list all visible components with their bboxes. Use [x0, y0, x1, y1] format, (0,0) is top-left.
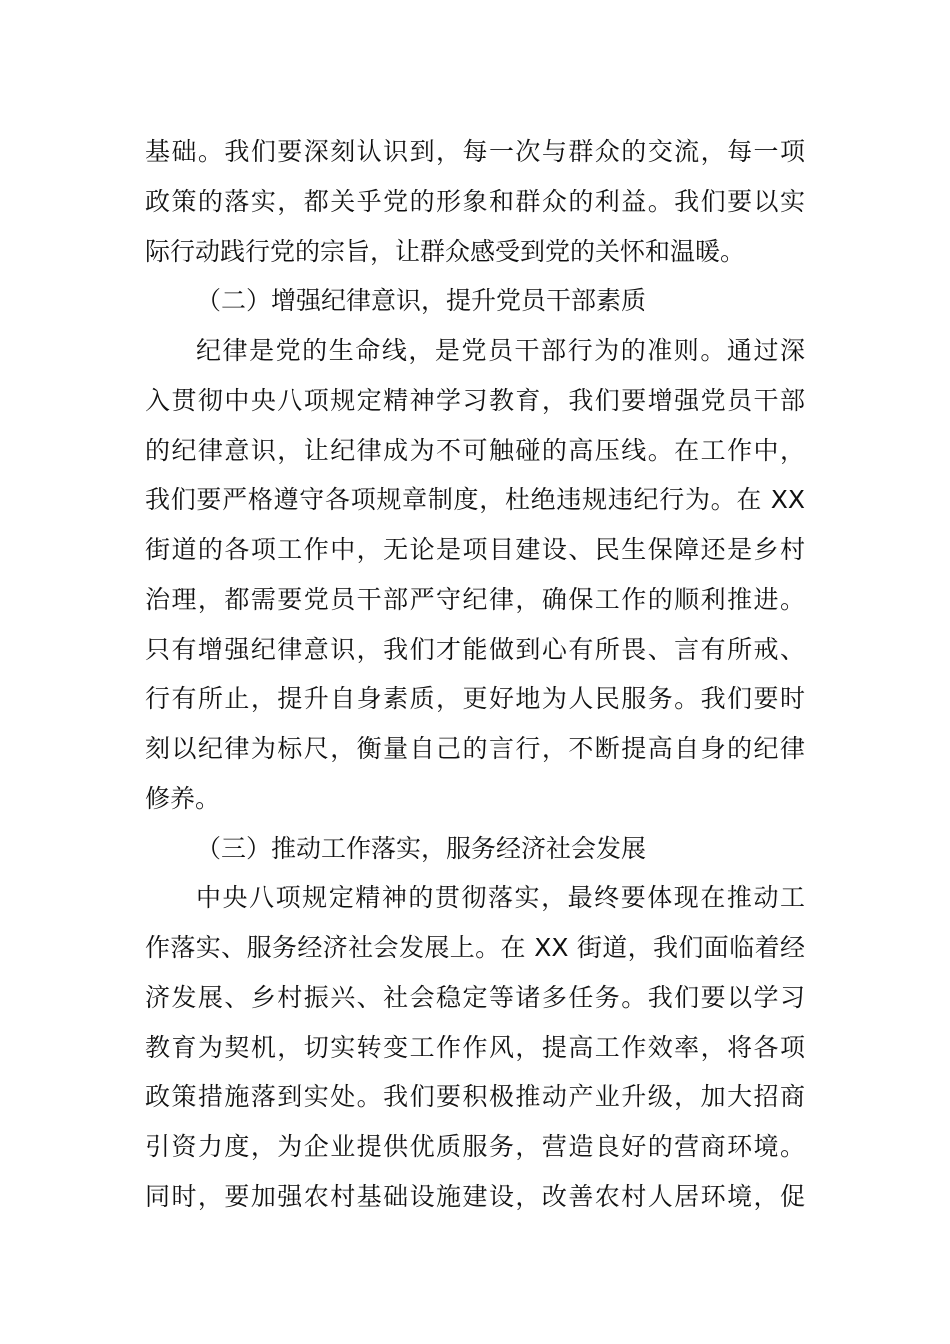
paragraph-1: [145, 127, 805, 276]
text-line: 的纪律意识，让纪律成为不可触碰的高压线。在工作中，: [145, 435, 805, 465]
text-line: 济发展、乡村振兴、社会稳定等诸多任务。我们要以学习: [145, 982, 805, 1012]
text-line: 刻以纪律为标尺，衡量自己的言行，不断提高自身的纪律: [145, 734, 805, 763]
section-heading-2: （二）增强纪律意识，提升党员干部素质: [196, 286, 647, 316]
paragraph-2: [145, 326, 805, 824]
text-line: 入贯彻中央八项规定精神学习教育，我们要增强党员干部: [145, 385, 805, 415]
text-line: 际行动践行党的宗旨，让群众感受到党的关怀和温暖。: [145, 236, 746, 266]
text-line: 同时，要加强农村基础设施建设，改善农村人居环境，促: [145, 1181, 805, 1211]
text-line: 中央八项规定精神的贯彻落实，最终要体现在推动工: [196, 883, 805, 913]
text-line: 引资力度，为企业提供优质服务，营造良好的营商环境。: [145, 1132, 805, 1161]
text-line: 修养。: [145, 783, 221, 813]
paragraph-3: [145, 873, 805, 1221]
text-line: 教育为契机，切实转变工作作风，提高工作效率，将各项: [145, 1032, 805, 1062]
text-line: 我们要严格遵守各项规章制度，杜绝违规违纪行为。在 XX: [145, 485, 805, 515]
text-line: 治理，都需要党员干部严守纪律，确保工作的顺利推进。: [145, 584, 805, 614]
section-heading-3: （三）推动工作落实，服务经济社会发展: [196, 833, 647, 863]
text-line: 基础。我们要深刻认识到，每一次与群众的交流，每一项: [145, 137, 805, 166]
text-line: 只有增强纪律意识，我们才能做到心有所畏、言有所戒、: [145, 634, 805, 664]
text-line: 行有所止，提升自身素质，更好地为人民服务。我们要时: [145, 684, 805, 714]
text-line: 街道的各项工作中，无论是项目建设、民生保障还是乡村: [145, 535, 805, 564]
text-line: 作落实、服务经济社会发展上。在 XX 街道，我们面临着经: [145, 933, 805, 962]
text-line: 政策的落实，都关乎党的形象和群众的利益。我们要以实: [145, 186, 805, 216]
text-line: 政策措施落到实处。我们要积极推动产业升级，加大招商: [145, 1082, 805, 1112]
text-line: 纪律是党的生命线，是党员干部行为的准则。通过深: [196, 336, 805, 365]
document-body: [145, 127, 805, 1222]
